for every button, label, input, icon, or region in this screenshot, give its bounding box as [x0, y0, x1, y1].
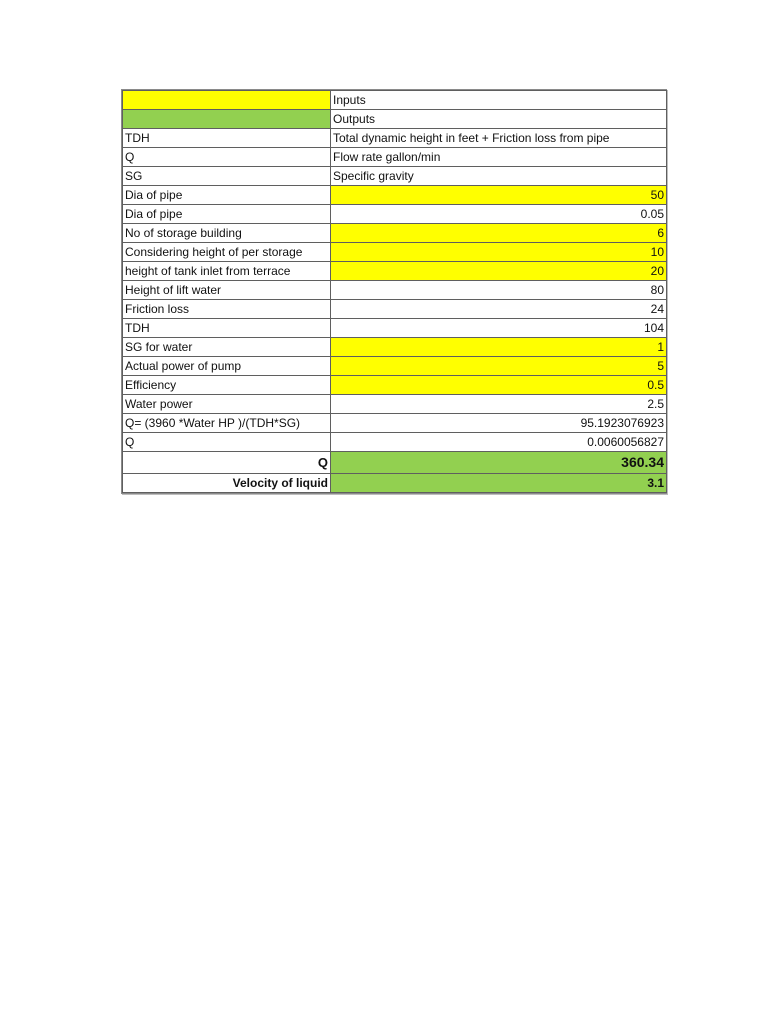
result-q-label[interactable]: Q: [123, 452, 331, 474]
row-label[interactable]: TDH: [123, 319, 331, 338]
legend-inputs-label[interactable]: Inputs: [331, 91, 667, 110]
row-label[interactable]: Height of lift water: [123, 281, 331, 300]
row-label[interactable]: Q= (3960 *Water HP )/(TDH*SG): [123, 414, 331, 433]
row-value[interactable]: 0.0060056827: [331, 433, 667, 452]
legend-row-inputs: [123, 91, 667, 110]
result-q-value[interactable]: 360.34: [331, 452, 667, 474]
definition-meaning[interactable]: Specific gravity: [331, 167, 667, 186]
data-row: [123, 433, 667, 452]
data-row: [123, 243, 667, 262]
row-label[interactable]: height of tank inlet from terrace: [123, 262, 331, 281]
data-row: [123, 300, 667, 319]
definition-term[interactable]: SG: [123, 167, 331, 186]
row-label[interactable]: Considering height of per storage: [123, 243, 331, 262]
row-label[interactable]: Water power: [123, 395, 331, 414]
row-label[interactable]: Dia of pipe: [123, 205, 331, 224]
row-value-input[interactable]: 5: [331, 357, 667, 376]
legend-input-swatch[interactable]: [123, 91, 331, 110]
calculation-table: [122, 90, 667, 493]
result-row-q: [123, 452, 667, 474]
definition-row: [123, 129, 667, 148]
definition-row: [123, 148, 667, 167]
definition-meaning[interactable]: Total dynamic height in feet + Friction loss from pipe: [331, 129, 667, 148]
data-row: [123, 338, 667, 357]
definition-row: [123, 167, 667, 186]
row-label[interactable]: No of storage building: [123, 224, 331, 243]
row-value[interactable]: 2.5: [331, 395, 667, 414]
data-row: [123, 395, 667, 414]
data-row: [123, 224, 667, 243]
row-value-input[interactable]: 0.5: [331, 376, 667, 395]
row-label[interactable]: Dia of pipe: [123, 186, 331, 205]
data-row: [123, 262, 667, 281]
row-label[interactable]: Q: [123, 433, 331, 452]
row-label[interactable]: Friction loss: [123, 300, 331, 319]
data-row: [123, 376, 667, 395]
data-row: [123, 357, 667, 376]
row-value-input[interactable]: 50: [331, 186, 667, 205]
data-row: [123, 414, 667, 433]
row-value-input[interactable]: 20: [331, 262, 667, 281]
row-value[interactable]: 0.05: [331, 205, 667, 224]
data-row: [123, 319, 667, 338]
legend-row-outputs: [123, 110, 667, 129]
data-row: [123, 281, 667, 300]
spreadsheet: [121, 89, 667, 494]
legend-outputs-label[interactable]: Outputs: [331, 110, 667, 129]
row-label[interactable]: Efficiency: [123, 376, 331, 395]
legend-output-swatch[interactable]: [123, 110, 331, 129]
definition-meaning[interactable]: Flow rate gallon/min: [331, 148, 667, 167]
result-row-velocity: [123, 474, 667, 493]
result-velocity-value[interactable]: 3.1: [331, 474, 667, 493]
row-label[interactable]: SG for water: [123, 338, 331, 357]
row-value[interactable]: 104: [331, 319, 667, 338]
result-velocity-label[interactable]: Velocity of liquid: [123, 474, 331, 493]
row-value[interactable]: 95.1923076923: [331, 414, 667, 433]
definition-term[interactable]: TDH: [123, 129, 331, 148]
row-label[interactable]: Actual power of pump: [123, 357, 331, 376]
row-value-input[interactable]: 1: [331, 338, 667, 357]
data-row: [123, 186, 667, 205]
definition-term[interactable]: Q: [123, 148, 331, 167]
row-value-input[interactable]: 10: [331, 243, 667, 262]
row-value[interactable]: 24: [331, 300, 667, 319]
row-value[interactable]: 80: [331, 281, 667, 300]
data-row: [123, 205, 667, 224]
row-value-input[interactable]: 6: [331, 224, 667, 243]
